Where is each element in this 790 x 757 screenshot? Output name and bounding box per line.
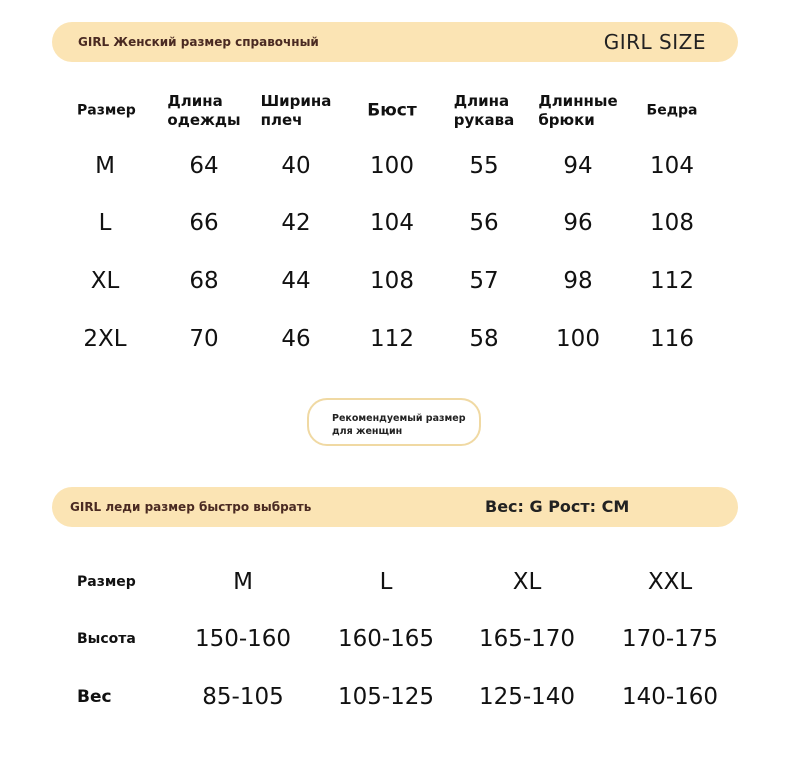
table-cell: 44 <box>281 268 311 294</box>
header-hips: Бедра <box>646 102 698 119</box>
table-cell: 66 <box>189 210 219 236</box>
quick-height: 150-160 <box>194 626 292 652</box>
table-cell: 104 <box>650 153 694 179</box>
quick-height: 160-165 <box>337 626 435 652</box>
table-cell: 46 <box>281 326 311 352</box>
table-cell: 42 <box>281 210 311 236</box>
header-trousers: Длинные брюки <box>538 92 618 129</box>
table-cell: 104 <box>370 210 414 236</box>
quick-size: XXL <box>647 569 693 595</box>
quick-weight: 140-160 <box>621 684 719 710</box>
quick-size: L <box>379 569 393 595</box>
size-label: 2XL <box>83 326 127 352</box>
table-cell: 64 <box>189 153 219 179</box>
quick-select-banner-units: Вес: G Рост: CM <box>485 497 630 516</box>
size-label: XL <box>90 268 120 294</box>
table-cell: 56 <box>469 210 499 236</box>
table-cell: 98 <box>563 268 593 294</box>
table-cell: 108 <box>370 268 414 294</box>
header-bust: Бюст <box>367 100 417 121</box>
header-sleeve-length: Длина рукава <box>453 92 515 129</box>
quick-row-weight-label: Вес <box>77 687 112 707</box>
table-cell: 40 <box>281 153 311 179</box>
size-label: M <box>95 153 115 179</box>
table-cell: 58 <box>469 326 499 352</box>
quick-select-banner <box>52 487 738 527</box>
table-cell: 112 <box>650 268 694 294</box>
table-cell: 108 <box>650 210 694 236</box>
quick-row-size-label: Размер <box>77 574 136 590</box>
quick-height: 165-170 <box>478 626 576 652</box>
table-cell: 100 <box>556 326 600 352</box>
quick-row-height-label: Высота <box>77 631 136 647</box>
quick-weight: 85-105 <box>202 684 284 710</box>
table-cell: 70 <box>189 326 219 352</box>
recommended-size-badge <box>307 398 481 446</box>
quick-size: XL <box>512 569 542 595</box>
table-cell: 55 <box>469 153 499 179</box>
table-cell: 57 <box>469 268 499 294</box>
size-chart-banner-title: GIRL Женский размер справочный <box>78 35 319 49</box>
quick-size: M <box>233 569 253 595</box>
table-cell: 112 <box>370 326 414 352</box>
table-cell: 94 <box>563 153 593 179</box>
size-chart-banner <box>52 22 738 62</box>
quick-height: 170-175 <box>621 626 719 652</box>
recommended-size-badge-text: Рекомендуемый размер для женщин <box>332 413 466 437</box>
table-cell: 116 <box>650 326 694 352</box>
quick-select-banner-title: GIRL леди размер быстро выбрать <box>70 500 312 514</box>
table-cell: 68 <box>189 268 219 294</box>
header-shoulder-width: Ширина плеч <box>260 92 332 129</box>
header-garment-length: Длина одежды <box>167 92 241 129</box>
quick-weight: 125-140 <box>478 684 576 710</box>
table-cell: 96 <box>563 210 593 236</box>
size-chart-banner-label: GIRL SIZE <box>603 30 706 54</box>
header-size: Размер <box>77 102 136 119</box>
size-label: L <box>98 210 112 236</box>
quick-weight: 105-125 <box>337 684 435 710</box>
table-cell: 100 <box>370 153 414 179</box>
